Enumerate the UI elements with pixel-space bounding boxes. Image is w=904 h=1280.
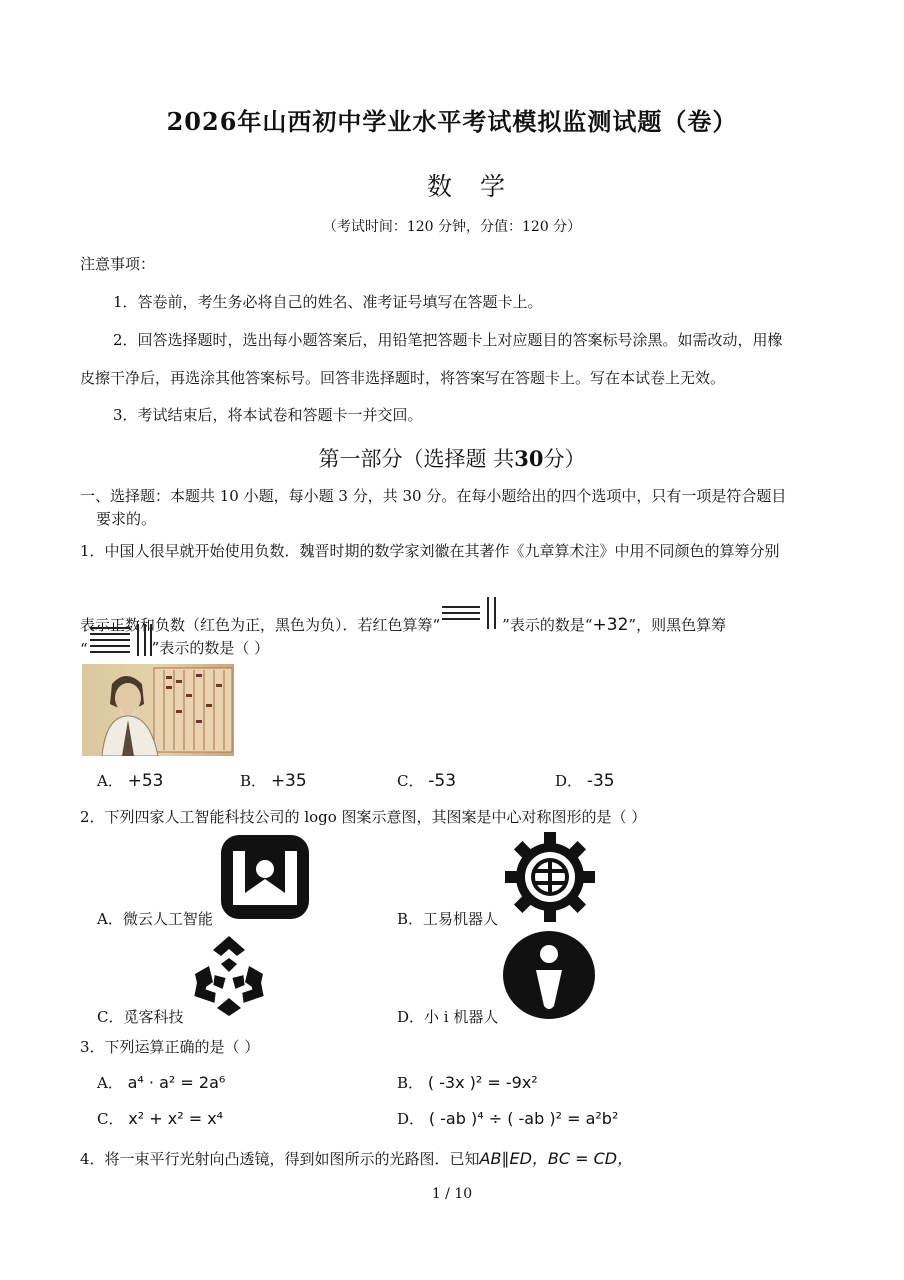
q2-option-a-text: 微云人工智能	[122, 910, 213, 928]
part1-title-score: 30	[514, 446, 544, 471]
q1-line-2-a: 表示正数和负数（红色为正，黑色为负）．若红色算筹“	[80, 616, 441, 634]
part1-title-prefix: 第一部分（选择题 共	[318, 447, 515, 471]
q1-line-2-b: ”表示的数是“	[502, 616, 593, 634]
q4-condition: AB∥ED，BC = CD，	[479, 1149, 634, 1168]
q2-option-b	[397, 908, 498, 929]
q1-option-b	[240, 770, 307, 791]
q2-option-d-text: 小 i 机器人	[424, 1008, 499, 1026]
xiaoi-robot-logo-icon	[502, 930, 596, 1020]
notice-item-2-line-2: 皮擦干净后，再选涂其他答案标号。回答非选择题时，将答案写在答题卡上。写在本试卷上无效。	[80, 369, 726, 387]
q4-stem	[80, 1146, 633, 1169]
q1-option-a-label: A．	[97, 772, 123, 790]
notice-item-3: 3．考试结束后，将本试卷和答题卡一并交回。	[113, 406, 423, 424]
q3-option-a-label: A．	[97, 1074, 123, 1092]
q1-line-3	[80, 622, 269, 658]
subject-title: 数学	[426, 172, 533, 201]
q3-stem: 3．下列运算正确的是（ ）	[80, 1038, 260, 1056]
q3-option-a	[97, 1072, 225, 1093]
liu-hui-portrait-image	[82, 664, 234, 756]
q3-option-d-expr: ( -ab )⁴ ÷ ( -ab )² = a²b²	[428, 1109, 619, 1128]
part1-title-suffix: 分）	[543, 447, 586, 471]
q1-line-1: 1．中国人很早就开始使用负数．魏晋时期的数学家刘徽在其著作《九章算术注》中用不同颜色的算筹分别	[80, 542, 780, 560]
page-number: 1 / 10	[431, 1186, 473, 1202]
notice-item-2-line-1: 2．回答选择题时，选出每小题答案后，用铅笔把答题卡上对应题目的答案标号涂黑。如需改动，用橡	[113, 331, 783, 349]
weiyun-logo-icon	[221, 835, 309, 919]
black-counting-rods-icon	[88, 622, 152, 658]
q3-option-d	[397, 1108, 618, 1129]
q1-line-2-c: ”，则黑色算筹	[628, 616, 727, 634]
q1-option-a	[97, 770, 164, 791]
q2-option-c-text: 觅客科技	[123, 1008, 184, 1026]
q1-option-c-label: C．	[397, 772, 424, 790]
notice-heading: 注意事项：	[80, 255, 156, 273]
q1-red-value: +32	[592, 615, 629, 635]
red-counting-rods-icon	[440, 593, 502, 633]
q2-option-d-label: D．	[397, 1008, 425, 1026]
q2-stem: 2．下列四家人工智能科技公司的 logo 图案示意图，其图案是中心对称图形的是（ ）	[80, 808, 647, 826]
exam-meta: （考试时间：120 分钟，分值：120 分）	[322, 219, 582, 235]
gongyi-robot-logo-icon	[505, 832, 595, 922]
q1-option-c-value: -53	[428, 771, 457, 791]
q3-option-c	[97, 1108, 223, 1129]
q3-option-b-expr: ( -3x )² = -9x²	[427, 1073, 538, 1092]
q4-stem-text: 4．将一束平行光射向凸透镜，得到如图所示的光路图．已知	[80, 1150, 480, 1168]
q1-option-d-label: D．	[555, 772, 583, 790]
part1-title	[0, 443, 904, 473]
q1-line-3-b: ”表示的数是（ ）	[151, 639, 270, 657]
q2-option-b-text: 工易机器人	[423, 910, 499, 928]
q2-option-c-label: C．	[97, 1008, 124, 1026]
exam-title: 2026年山西初中学业水平考试模拟监测试题（卷）	[166, 107, 738, 136]
q1-option-d	[555, 770, 615, 791]
part1-instructions-line-1: 一、选择题：本题共 10 小题，每小题 3 分，共 30 分。在每小题给出的四个选项中，只有一项是符合题目	[80, 487, 787, 505]
q3-option-d-label: D．	[397, 1110, 425, 1128]
q1-option-d-value: -35	[586, 771, 615, 791]
mike-tech-logo-icon	[187, 930, 271, 1018]
q1-option-b-label: B．	[240, 772, 267, 790]
q3-option-c-label: C．	[97, 1110, 124, 1128]
q1-line-3-a: “	[80, 640, 88, 658]
q2-option-c	[97, 1006, 184, 1027]
q1-option-c	[397, 770, 456, 791]
q1-option-a-value: +53	[127, 771, 164, 791]
part1-instructions-line-2: 要求的。	[96, 510, 157, 528]
q2-option-d	[397, 1006, 498, 1027]
q3-option-a-expr: a⁴ · a² = 2a⁶	[127, 1073, 226, 1092]
q2-option-a	[97, 908, 213, 929]
q2-option-a-label: A．	[97, 910, 123, 928]
q1-option-b-value: +35	[270, 771, 307, 791]
notice-item-1: 1．答卷前，考生务必将自己的姓名、准考证号填写在答题卡上。	[113, 293, 543, 311]
q2-option-b-label: B．	[397, 910, 424, 928]
q3-option-b	[397, 1072, 538, 1093]
q3-option-c-expr: x² + x² = x⁴	[128, 1109, 224, 1128]
q3-option-b-label: B．	[397, 1074, 424, 1092]
